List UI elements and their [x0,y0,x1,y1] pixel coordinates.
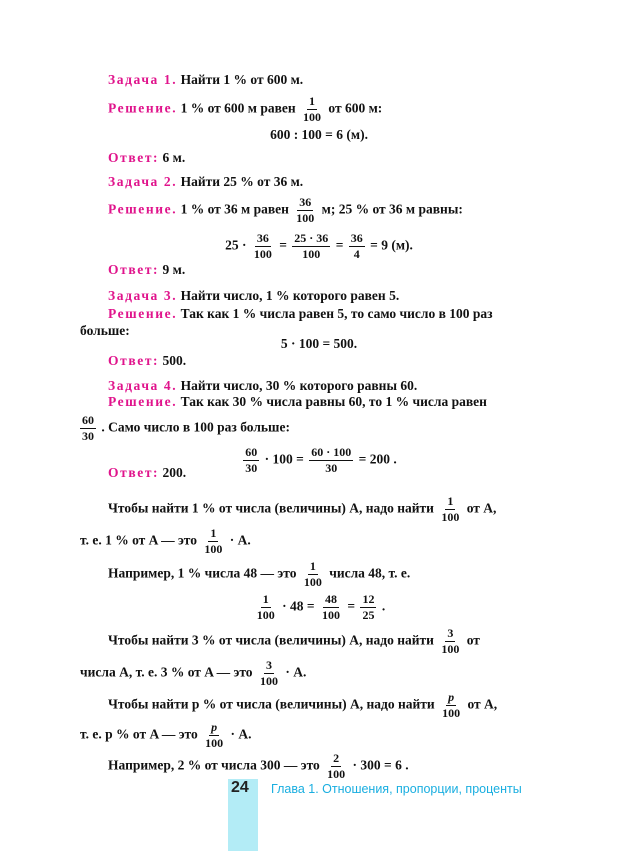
solution-text: $\frac{60}{30}$ . Само число в 100 раз больше: [82,413,290,443]
rule-p-continuation: т. е. p % от A — это $\frac{p}{100}$ · A. [80,720,252,750]
rule-3: Чтобы найти 3 % от числа (величины) A, надо найти $\frac{3}{100}$ от [108,626,480,656]
answer-text: 200. [162,465,187,480]
equation: 5 · 100 = 500. [280,336,358,351]
problem-4 [108,378,417,394]
chapter-title: Глава 1. Отношения, пропорции, проценты [271,782,522,796]
solution-4 [108,394,487,410]
problem-2 [108,174,303,190]
solution-text: больше: [80,323,130,338]
fraction: $\frac{36}{100}$ [296,195,315,225]
solution-text: Так как 1 % числа равен 5, то само число в 100 раз [180,306,493,321]
rule-1-continuation: т. е. 1 % от A — это $\frac{1}{100}$ · A. [80,526,251,556]
example-2: Например, 2 % от числа 300 — это $\frac{2}{100}$ · 300 = 6 . [108,751,409,781]
problem-1 [108,72,303,88]
solution-text: м; 25 % от 36 м равны: [321,201,463,217]
problem-label: Задача 2. [108,174,178,189]
answer-label: Ответ: [108,150,160,165]
rule-p: Чтобы найти p % от числа (величины) A, надо найти $\frac{p}{100}$ от A, [108,690,498,720]
problem-text: Найти число, 1 % которого равен 5. [180,288,400,303]
answer-label: Ответ: [108,262,160,277]
problem-label: Задача 3. [108,288,178,303]
problem-text: Найти число, 30 % которого равны 60. [180,378,418,393]
answer-text: 9 м. [162,262,186,277]
equation: $\frac{1}{100}$ · 48 = $\frac{48}{100}$ = $\frac{12}{25}$ . [256,592,386,622]
answer-label: Ответ: [108,465,160,480]
solution-text: Так как 30 % числа равны 60, то 1 % числа равен [180,394,487,409]
solution-text: 1 % от 600 м равен [180,100,296,116]
example-1: Например, 1 % числа 48 — это $\frac{1}{100}$ числа 48, т. е. [108,559,411,589]
equation: 600 : 100 = 6 (м). [270,127,368,142]
answer-2 [108,262,185,278]
answer-3 [108,353,186,369]
solution-label: Решение. [108,100,178,116]
rule-1: Чтобы найти 1 % от числа (величины) A, надо найти $\frac{1}{100}$ от A, [108,494,497,524]
problem-text: Найти 1 % от 600 м. [180,72,304,87]
solution-text: 1 % от 36 м равен [180,201,289,217]
fraction: $\frac{1}{100}$ [303,94,322,124]
answer-label: Ответ: [108,353,160,368]
problem-label: Задача 4. [108,378,178,393]
problem-label: Задача 1. [108,72,178,87]
answer-text: 6 м. [162,150,186,165]
page-number: 24 [231,779,249,796]
solution-1 [108,95,382,124]
answer-text: 500. [162,353,187,368]
solution-label: Решение. [108,394,178,409]
equation: 25 · $\frac{36}{100}$ = $\frac{25 \cdot 36}{100}$ = $\frac{36}{4}$ = 9 (м). [225,231,413,261]
answer-1 [108,150,185,166]
solution-3 [108,306,493,322]
answer-4 [108,465,186,481]
solution-label: Решение. [108,306,178,321]
equation: $\frac{60}{30}$ · 100 = $\frac{60 \cdot 100}{30}$ = 200 . [245,445,397,475]
solution-2 [108,196,463,225]
solution-label: Решение. [108,201,178,217]
problem-text: Найти 25 % от 36 м. [180,174,304,189]
rule-3-continuation: числа A, т. е. 3 % от A — это $\frac{3}{100}$ · A. [80,658,307,688]
problem-3 [108,288,399,304]
solution-text: от 600 м: [328,100,383,116]
